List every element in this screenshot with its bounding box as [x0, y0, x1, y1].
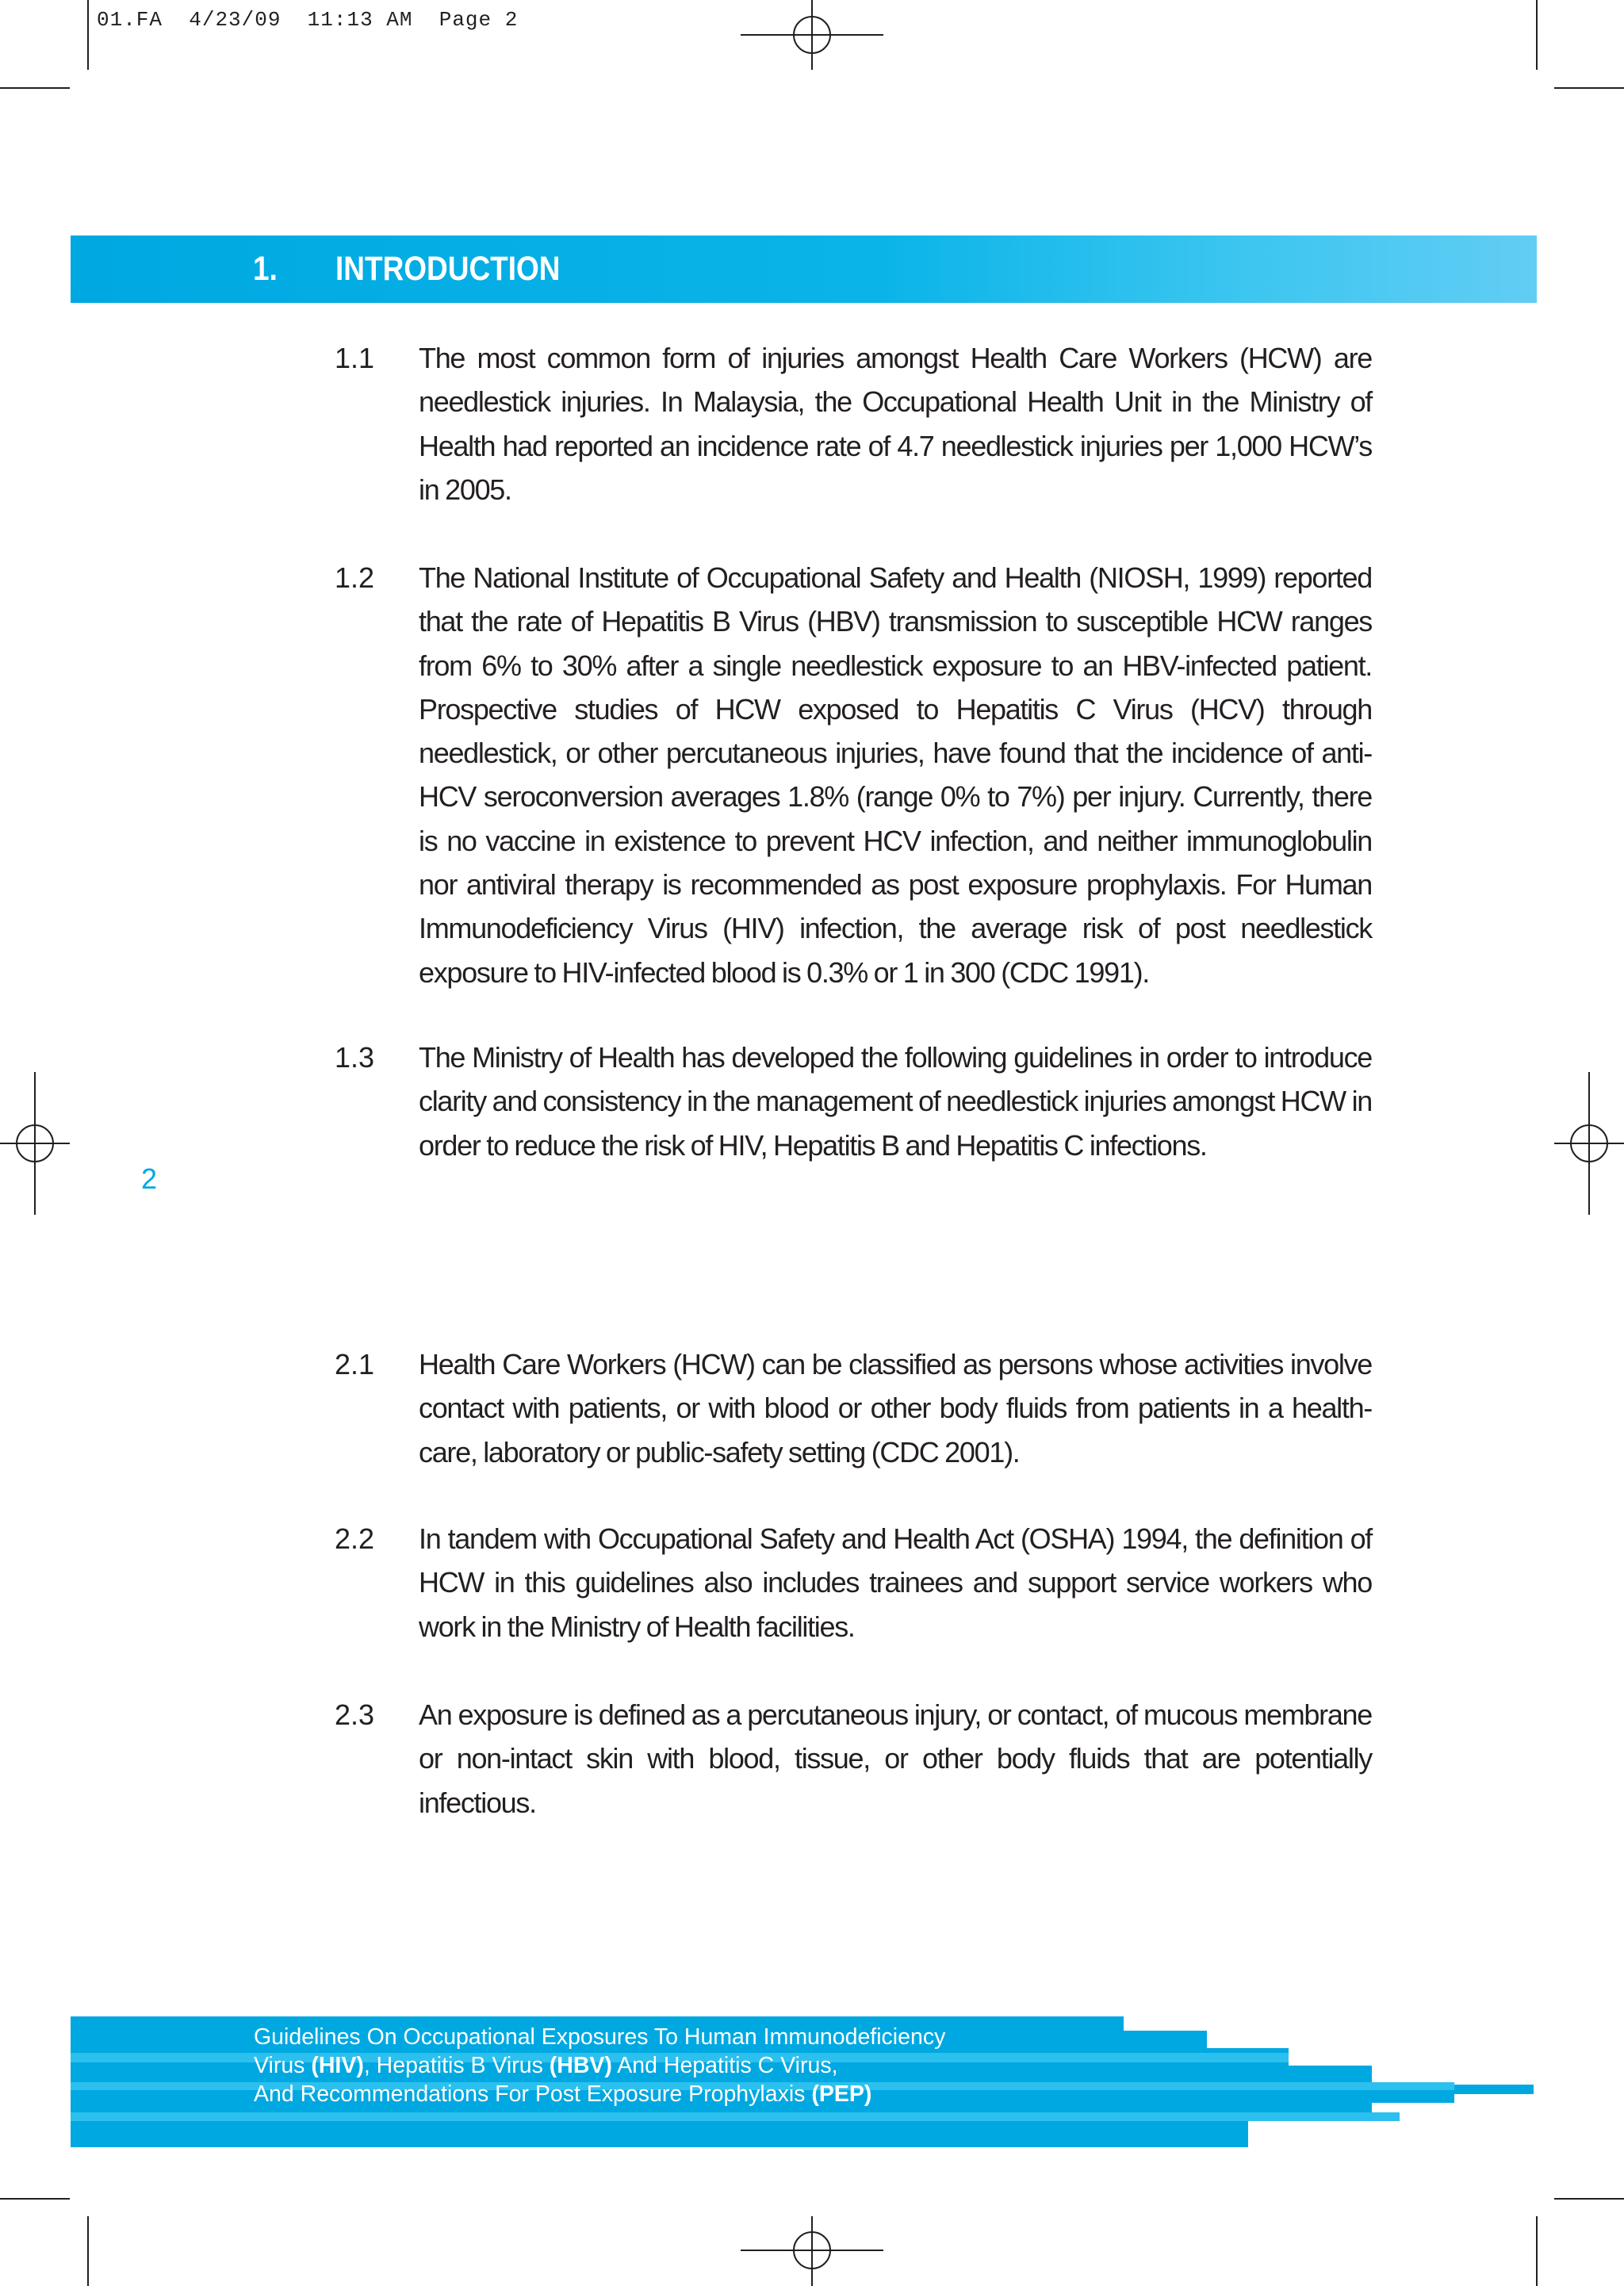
paragraph-number: 2.1	[335, 1348, 375, 1380]
paragraph-number: 2.2	[335, 1522, 375, 1555]
footer-text-segment: And Hepatitis C Virus,	[611, 2053, 838, 2078]
paragraph-number: 2.3	[335, 1698, 375, 1731]
registration-mark-right	[1553, 1072, 1624, 1215]
printer-slug	[97, 8, 518, 32]
slug-time: 11:13 AM	[307, 8, 413, 32]
footer-text-segment: , Hepatitis B Virus	[363, 2053, 550, 2078]
paragraph-number: 1.1	[335, 342, 375, 374]
page-number: 2	[141, 1162, 158, 1195]
footer-line-3	[254, 2080, 1205, 2108]
slug-file: 01.FA	[97, 8, 163, 32]
paragraph-text: An exposure is defined as a percutaneous injury, or contact, of mucous membrane or non-intact skin with blood, tissue, or other body fluids that are potentially infectious.	[419, 1698, 1372, 1819]
registration-mark-top	[741, 0, 883, 71]
slug-page: Page 2	[439, 8, 519, 32]
footer-text-segment: Virus	[254, 2053, 312, 2078]
paragraph-text: In tandem with Occupational Safety and Health Act (OSHA) 1994, the definition of HCW in this guidelines also includes trainees and support service workers who work in the Ministry of Health facilities.	[419, 1522, 1372, 1643]
footer-bold-segment: (PEP)	[811, 2081, 872, 2107]
section-title: INTRODUCTION	[335, 250, 561, 288]
paragraph-number: 1.3	[335, 1041, 375, 1074]
paragraph-text: The most common form of injuries amongst Health Care Workers (HCW) are needlestick injuries. In Malaysia, the Occupational Health Unit in the Ministry of Health had reported an incidence rate of 4.7 needlestick injuries per 1,000 HCW’s in 2005.	[419, 342, 1372, 506]
footer-text-segment: And Recommendations For Post Exposure Prophylaxis	[254, 2081, 812, 2107]
registration-mark-bottom	[741, 2215, 883, 2286]
footer-line-1: Guidelines On Occupational Exposures To Human Immunodeficiency	[254, 2024, 946, 2050]
paragraph-text: The National Institute of Occupational Safety and Health (NIOSH, 1999) reported that the rate of Hepatitis B Virus (HBV) transmission to susceptible HCW ranges from 6% to 30% after a single needlestick exposure to an HBV-infected patient. Prospective studies of HCW exposed to Hepatitis C Virus (HCV) through needlestick, or other percutaneous injuries, have found that the incidence of anti-HCV seroconversion averages 1.8% (range 0% to 7%) per injury. Currently, there is no vaccine in existence to prevent HCV infection, and neither immunoglobulin nor antiviral therapy is recommended as post exposure prophylaxis. For Human Immunodeficiency Virus (HIV) infection, the average risk of post needlestick exposure to HIV-infected blood is 0.3% or 1 in 300 (CDC 1991).	[419, 561, 1372, 989]
section-header	[71, 235, 1537, 303]
footer-title	[254, 2023, 1205, 2108]
paragraph-text: Health Care Workers (HCW) can be classified as persons whose activities involve contact with patients, or with blood or other body fluids from patients in a health-care, laboratory or public-safety setting (CDC 2001).	[419, 1348, 1372, 1468]
paragraph-text: The Ministry of Health has developed the following guidelines in order to introduce clarity and consistency in the management of needlestick injuries amongst HCW in order to reduce the risk of HIV, Hepatitis B and Hepatitis C infections.	[419, 1041, 1372, 1162]
footer-line-2	[254, 2051, 1205, 2080]
footer-bold-segment: (HBV)	[549, 2053, 612, 2078]
paragraph-number: 1.2	[335, 561, 375, 594]
slug-date: 4/23/09	[189, 8, 282, 32]
registration-mark-left	[0, 1072, 71, 1215]
footer-bold-segment: (HIV)	[311, 2053, 364, 2078]
section-number: 1.	[253, 250, 278, 288]
